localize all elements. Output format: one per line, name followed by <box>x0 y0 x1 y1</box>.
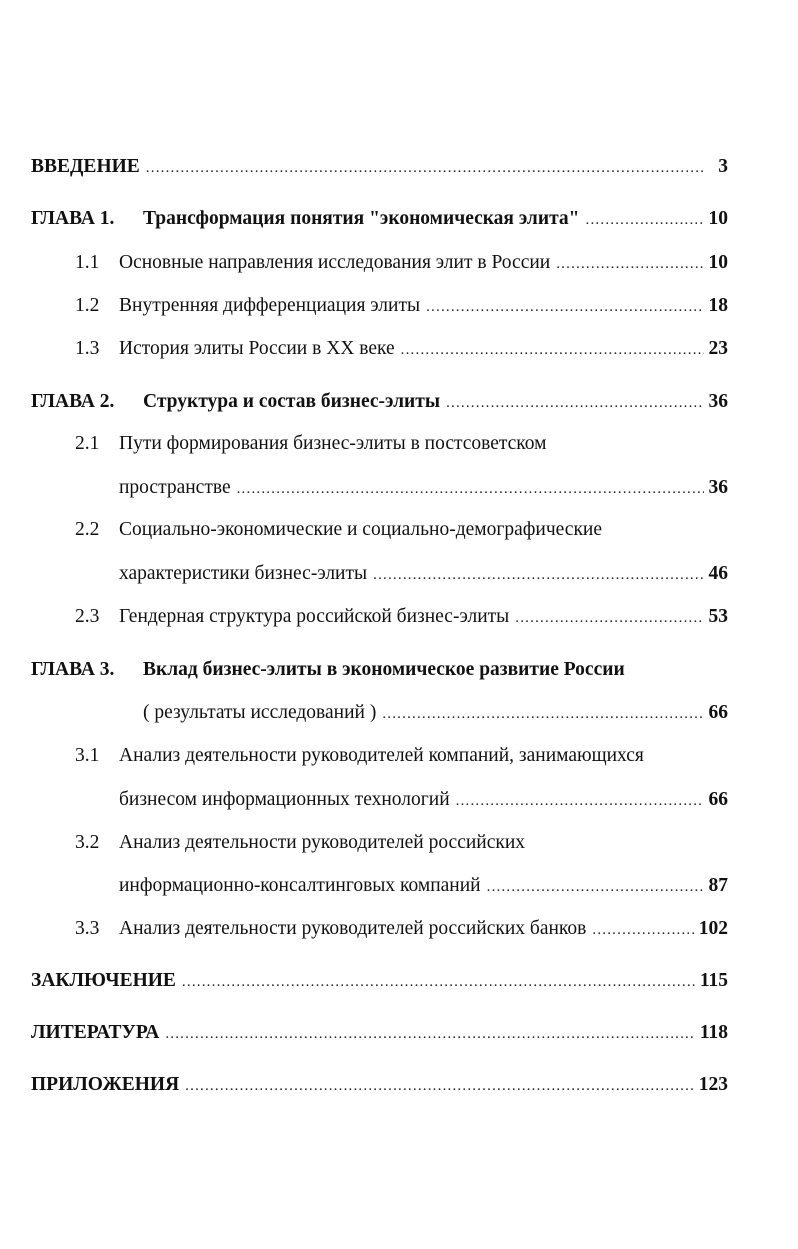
toc-entry-intro <box>31 155 728 180</box>
toc-entry-title: ПРИЛОЖЕНИЯ <box>31 1074 180 1095</box>
toc-entry-page: 66 <box>708 789 728 810</box>
toc-entry-section-3-2-line1 <box>75 831 525 855</box>
dot-leader <box>401 338 704 362</box>
toc-entry-page: 18 <box>708 295 728 316</box>
chapter-label: ГЛАВА 1. <box>31 208 115 229</box>
section-number: 3.1 <box>75 745 100 766</box>
chapter-title: Трансформация понятия "экономическая элита" <box>143 208 580 229</box>
section-heading <box>75 251 550 275</box>
toc-entry-page: 102 <box>698 918 728 939</box>
section-number: 3.2 <box>75 832 100 853</box>
section-title-continued: пространстве <box>119 477 231 498</box>
toc-entry-page: 87 <box>708 875 728 896</box>
toc-entry-page: 46 <box>708 563 728 584</box>
section-number: 1.3 <box>75 338 100 359</box>
dot-leader <box>165 1022 696 1046</box>
toc-entry-page: 3 <box>718 156 728 177</box>
toc-entry-page: 118 <box>699 1022 728 1043</box>
chapter-heading <box>31 207 580 231</box>
section-number: 2.1 <box>75 433 100 454</box>
dot-leader <box>382 702 704 726</box>
toc-entry-title: ЗАКЛЮЧЕНИЕ <box>31 970 176 991</box>
dot-leader <box>456 789 704 813</box>
dot-leader <box>592 918 694 942</box>
section-number: 1.1 <box>75 252 100 273</box>
dot-leader <box>146 156 704 180</box>
toc-entry-chapter-3-line1 <box>31 658 625 682</box>
toc-entry-section-2-2-line2 <box>119 562 728 587</box>
section-title: Пути формирования бизнес-элиты в постсоветском <box>119 433 547 454</box>
chapter-heading <box>31 390 440 414</box>
toc-entry-section-1-1 <box>75 251 728 276</box>
section-title: Гендерная структура российской бизнес-элиты <box>119 606 510 627</box>
dot-leader <box>237 477 704 501</box>
toc-entry-section-3-3 <box>75 917 728 942</box>
toc-entry-page: 66 <box>708 702 728 723</box>
dot-leader <box>182 970 696 994</box>
toc-entry-page: 115 <box>699 970 728 991</box>
toc-entry-section-2-1-line1 <box>75 432 547 456</box>
toc-entry-section-3-1-line2 <box>119 788 728 813</box>
section-title: Анализ деятельности руководителей компаний, занимающихся <box>119 745 644 766</box>
chapter-label: ГЛАВА 2. <box>31 391 115 412</box>
dot-leader <box>556 252 704 276</box>
toc-entry-page: 23 <box>708 338 728 359</box>
section-title-continued: характеристики бизнес-элиты <box>119 563 368 584</box>
chapter-title-continued: ( результаты исследований ) <box>143 702 377 723</box>
toc-entry-page: 53 <box>708 606 728 627</box>
toc-entry-section-2-2-line1 <box>75 518 602 542</box>
dot-leader <box>487 875 704 899</box>
section-title: Анализ деятельности руководителей российских банков <box>119 918 587 939</box>
toc-entry-page: 36 <box>708 391 728 412</box>
dot-leader <box>185 1074 695 1098</box>
toc-entry-page: 10 <box>708 252 728 273</box>
section-heading <box>75 605 509 629</box>
dot-leader <box>373 563 704 587</box>
dot-leader <box>446 391 704 415</box>
toc-entry-section-3-1-line1 <box>75 744 644 768</box>
toc-entry-literature <box>31 1021 728 1046</box>
toc-entry-section-2-1-line2 <box>119 476 728 501</box>
toc-entry-section-1-2 <box>75 294 728 319</box>
section-number: 3.3 <box>75 918 100 939</box>
section-heading <box>75 917 586 941</box>
toc-entry-title: ВВЕДЕНИЕ <box>31 156 140 177</box>
section-number: 1.2 <box>75 295 100 316</box>
toc-entry-page: 123 <box>698 1074 728 1095</box>
section-title-continued: информационно-консалтинговых компаний <box>119 875 481 896</box>
section-number: 2.2 <box>75 519 100 540</box>
section-title: История элиты России в XX веке <box>119 338 395 359</box>
dot-leader <box>586 208 704 232</box>
section-title: Внутренняя дифференциация элиты <box>119 295 421 316</box>
section-title: Анализ деятельности руководителей российских <box>119 832 526 853</box>
chapter-title: Структура и состав бизнес-элиты <box>143 391 441 412</box>
dot-leader <box>515 606 704 630</box>
toc-entry-chapter-1 <box>31 207 728 232</box>
toc-entry-title: ЛИТЕРАТУРА <box>31 1022 160 1043</box>
section-heading <box>75 337 395 361</box>
toc-entry-chapter-3-line2 <box>143 701 728 726</box>
toc-entry-conclusion <box>31 969 728 994</box>
section-title: Основные направления исследования элит в России <box>119 252 551 273</box>
chapter-label: ГЛАВА 3. <box>31 659 115 680</box>
chapter-title: Вклад бизнес-элиты в экономическое развитие России <box>143 659 625 680</box>
section-title-continued: бизнесом информационных технологий <box>119 789 450 810</box>
toc-entry-appendices <box>31 1073 728 1098</box>
toc-entry-section-3-2-line2 <box>119 874 728 899</box>
dot-leader <box>426 295 704 319</box>
toc-entry-page: 36 <box>708 477 728 498</box>
section-number: 2.3 <box>75 606 100 627</box>
section-title: Социально-экономические и социально-демографические <box>119 519 603 540</box>
toc-entry-section-2-3 <box>75 605 728 630</box>
toc-entry-chapter-2 <box>31 390 728 415</box>
toc-entry-section-1-3 <box>75 337 728 362</box>
toc-entry-page: 10 <box>708 208 728 229</box>
section-heading <box>75 294 420 318</box>
